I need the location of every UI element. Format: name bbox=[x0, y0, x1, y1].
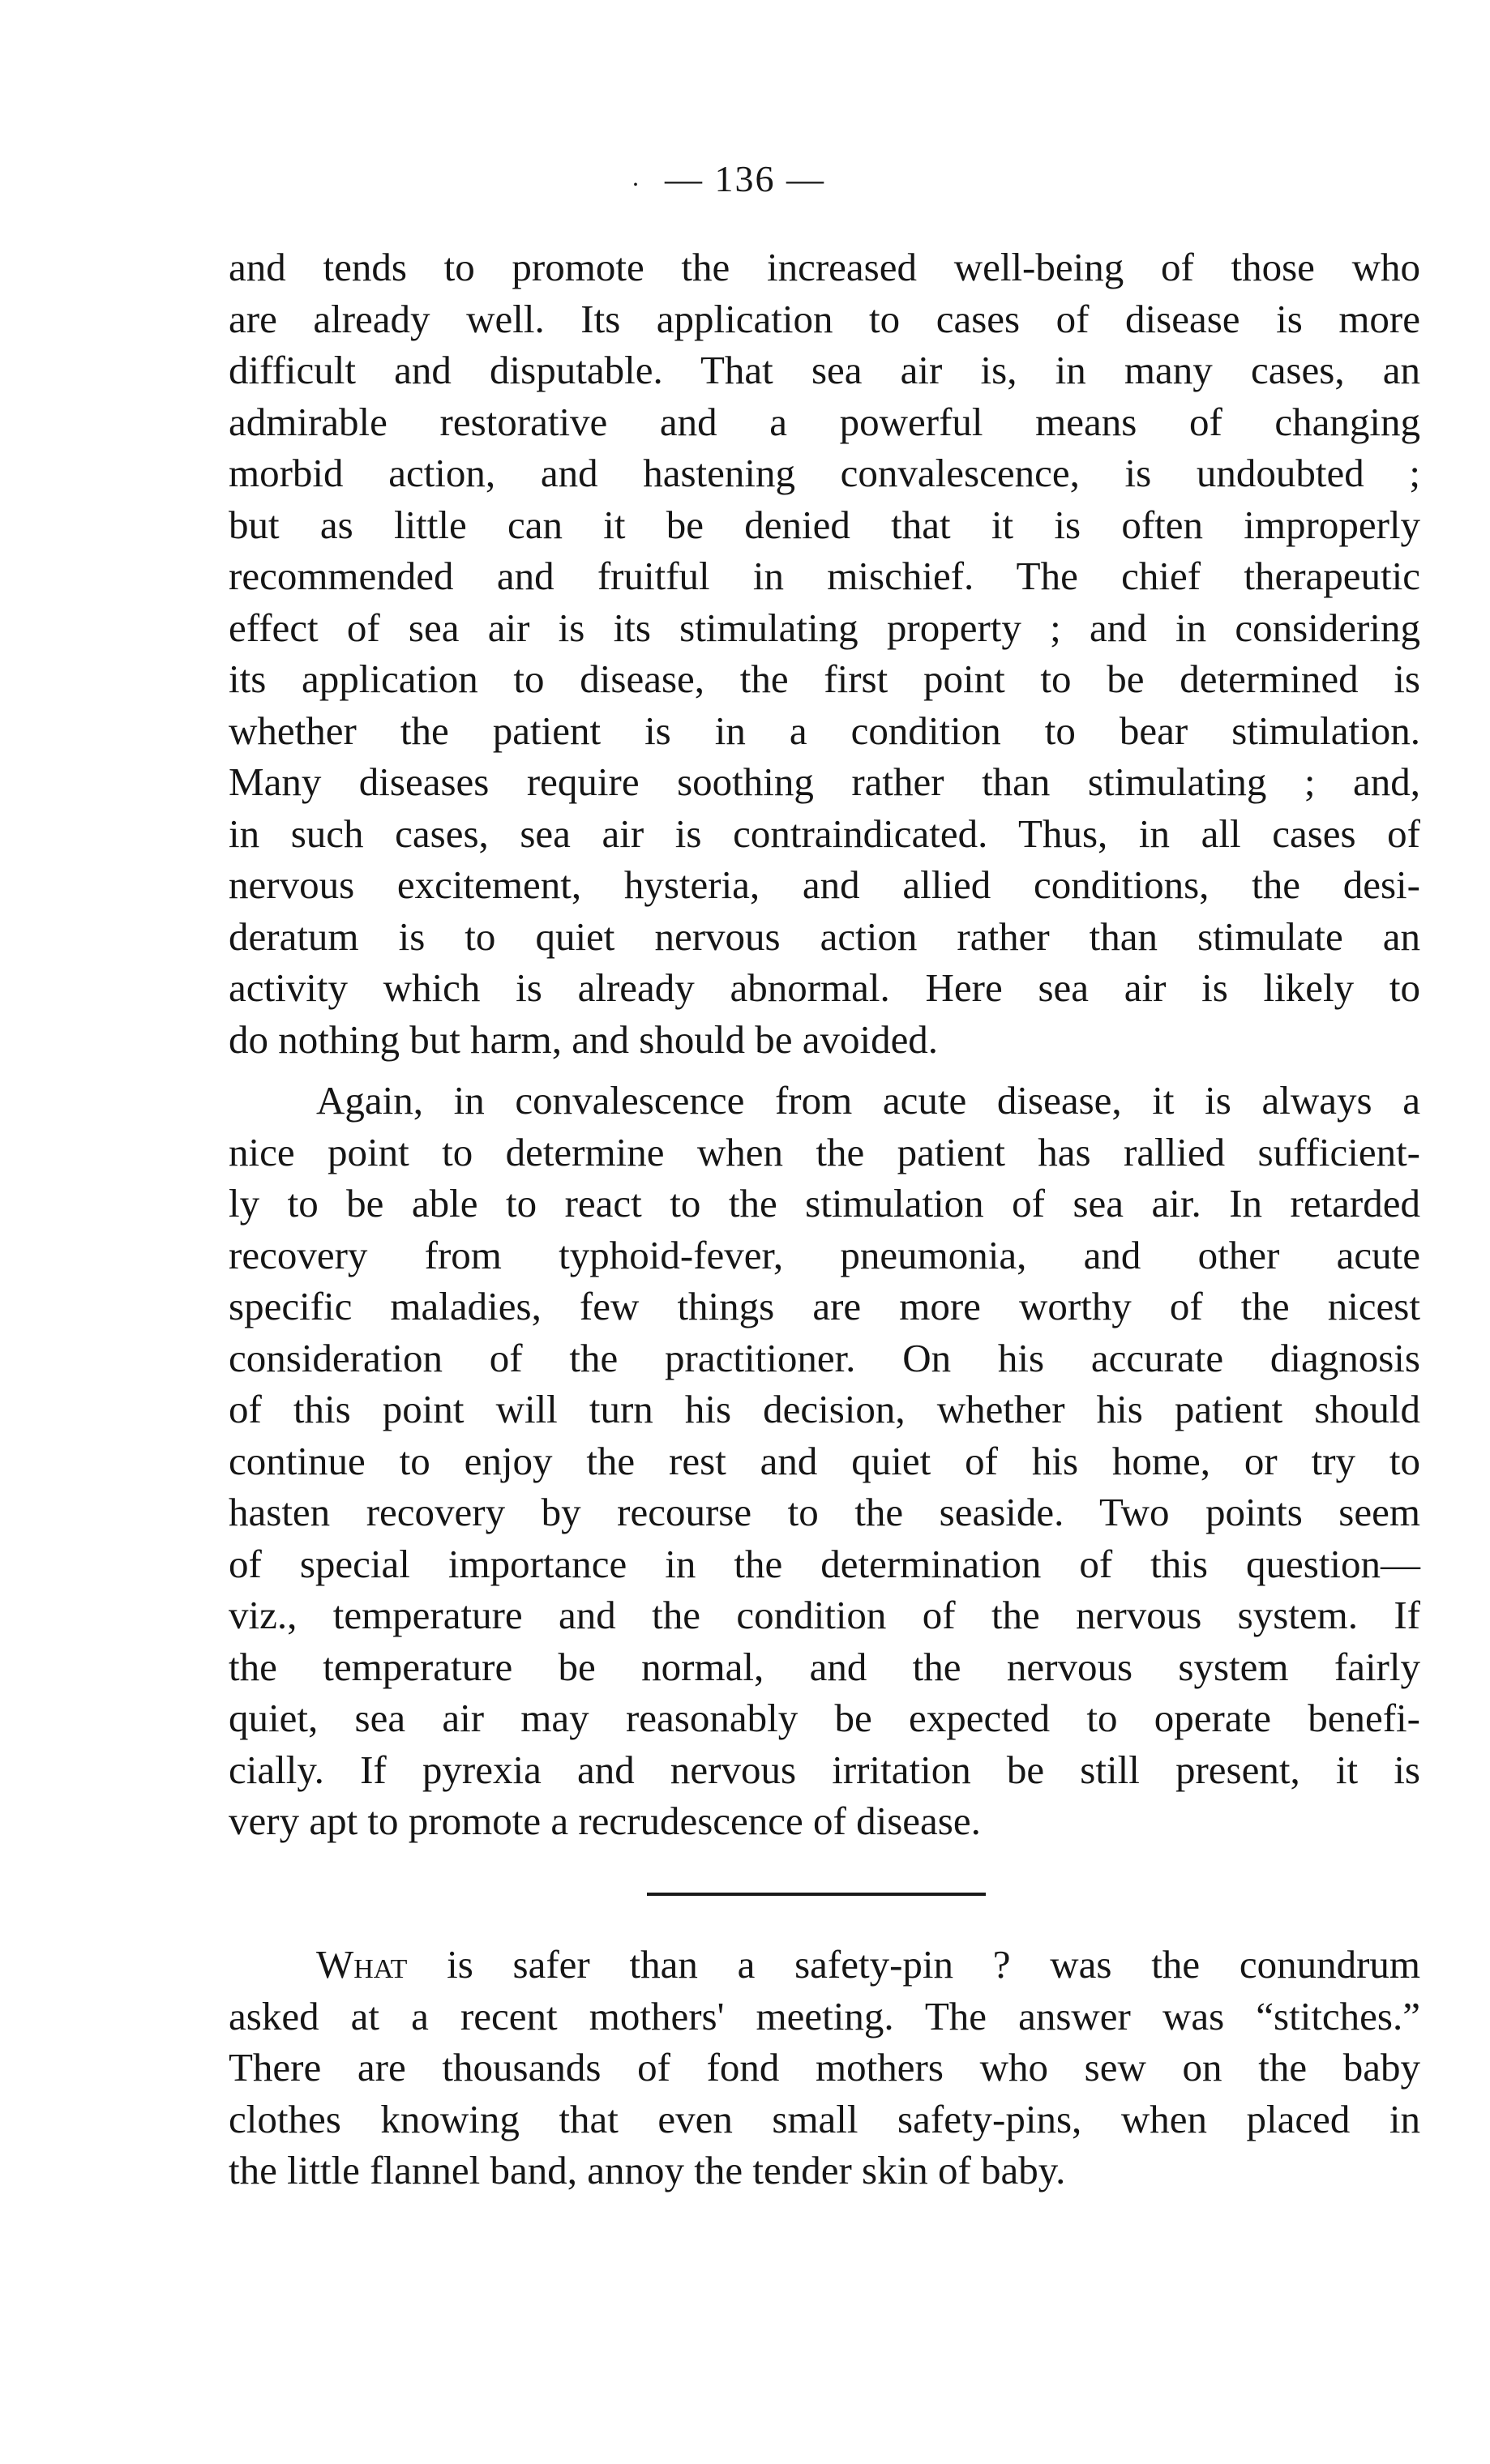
text-line: whether the patient is in a condition to bear stimulation. bbox=[229, 708, 1420, 753]
text-line: clothes knowing that even small safety-pins, when placed in bbox=[229, 2096, 1420, 2141]
section-divider bbox=[647, 1893, 986, 1896]
paragraph-safety-pin bbox=[229, 1939, 1420, 2197]
text-line: difficult and disputable. That sea air is, in many cases, an bbox=[229, 348, 1420, 392]
text-line: There are thousands of fond mothers who sew on the baby bbox=[229, 2045, 1420, 2090]
text-line: its application to disease, the first point to be determined is bbox=[229, 657, 1420, 701]
text-line: asked at a recent mothers' meeting. The answer was “stitches.” bbox=[229, 1993, 1420, 2038]
text-line: recovery from typhoid-fever, pneumonia, and other acute bbox=[229, 1232, 1420, 1277]
text-line: recommended and fruitful in mischief. The chief therapeutic bbox=[229, 554, 1420, 598]
text-line: consideration of the practitioner. On his accurate diagnosis bbox=[229, 1335, 1420, 1380]
text-line: morbid action, and hastening convalescence, is undoubted ; bbox=[229, 451, 1420, 495]
text-line: of this point will turn his decision, whether his patient should bbox=[229, 1387, 1420, 1431]
text-line: the little flannel band, annoy the tender skin of baby. bbox=[229, 2148, 1066, 2192]
text-line: specific maladies, few things are more worthy of the nicest bbox=[229, 1284, 1420, 1328]
text-line: very apt to promote a recrudescence of disease. bbox=[229, 1799, 981, 1843]
lead-word: What bbox=[316, 1942, 408, 1987]
text-line: continue to enjoy the rest and quiet of his home, or try to bbox=[229, 1438, 1420, 1483]
text-line: the temperature be normal, and the nervous system fairly bbox=[229, 1644, 1420, 1689]
text-line: ly to be able to react to the stimulation of sea air. In retarded bbox=[229, 1181, 1420, 1226]
text-line: Again, in convalescence from acute disease, it is always a bbox=[316, 1078, 1420, 1123]
text-line: nervous excitement, hysteria, and allied conditions, the desi- bbox=[229, 862, 1420, 907]
folio-mark: . bbox=[632, 162, 640, 191]
paragraph-convalescence bbox=[229, 1075, 1420, 1847]
text-line: and tends to promote the increased well-being of those who bbox=[229, 245, 1420, 289]
text-line: admirable restorative and a powerful means of changing bbox=[229, 399, 1420, 444]
text-line: effect of sea air is its stimulating property ; and in considering bbox=[229, 605, 1420, 650]
text-line bbox=[229, 1939, 1420, 1991]
text-line: quiet, sea air may reasonably be expected to operate benefi- bbox=[229, 1696, 1420, 1740]
text-line: are already well. Its application to cases of disease is more bbox=[229, 296, 1420, 341]
text-line: nice point to determine when the patient has rallied sufficient- bbox=[229, 1129, 1420, 1174]
text-line: deratum is to quiet nervous action rather than stimulate an bbox=[229, 913, 1420, 959]
text-line: activity which is already abnormal. Here sea air is likely to bbox=[229, 965, 1420, 1010]
text-line: cially. If pyrexia and nervous irritation be still present, it is bbox=[229, 1747, 1420, 1792]
text-line: Many diseases require soothing rather than stimulating ; and, bbox=[229, 759, 1420, 804]
text-line: of special importance in the determination of this question— bbox=[229, 1541, 1420, 1586]
text-line: hasten recovery by recourse to the seaside. Two points seem bbox=[229, 1490, 1420, 1534]
page-number-text: — 136 — bbox=[665, 158, 825, 199]
text-line: do nothing but harm, and should be avoided. bbox=[229, 1016, 939, 1062]
first-line-rest: is safer than a safety-pin ? was the conundrum bbox=[447, 1942, 1420, 1987]
page-number bbox=[0, 157, 1490, 200]
text-line: in such cases, sea air is contraindicated. Thus, in all cases of bbox=[229, 811, 1420, 856]
text-line: viz., temperature and the condition of the nervous system. If bbox=[229, 1593, 1420, 1637]
text-line: but as little can it be denied that it is often improperly bbox=[229, 502, 1420, 547]
paragraph-sea-air-disease bbox=[229, 242, 1420, 1065]
